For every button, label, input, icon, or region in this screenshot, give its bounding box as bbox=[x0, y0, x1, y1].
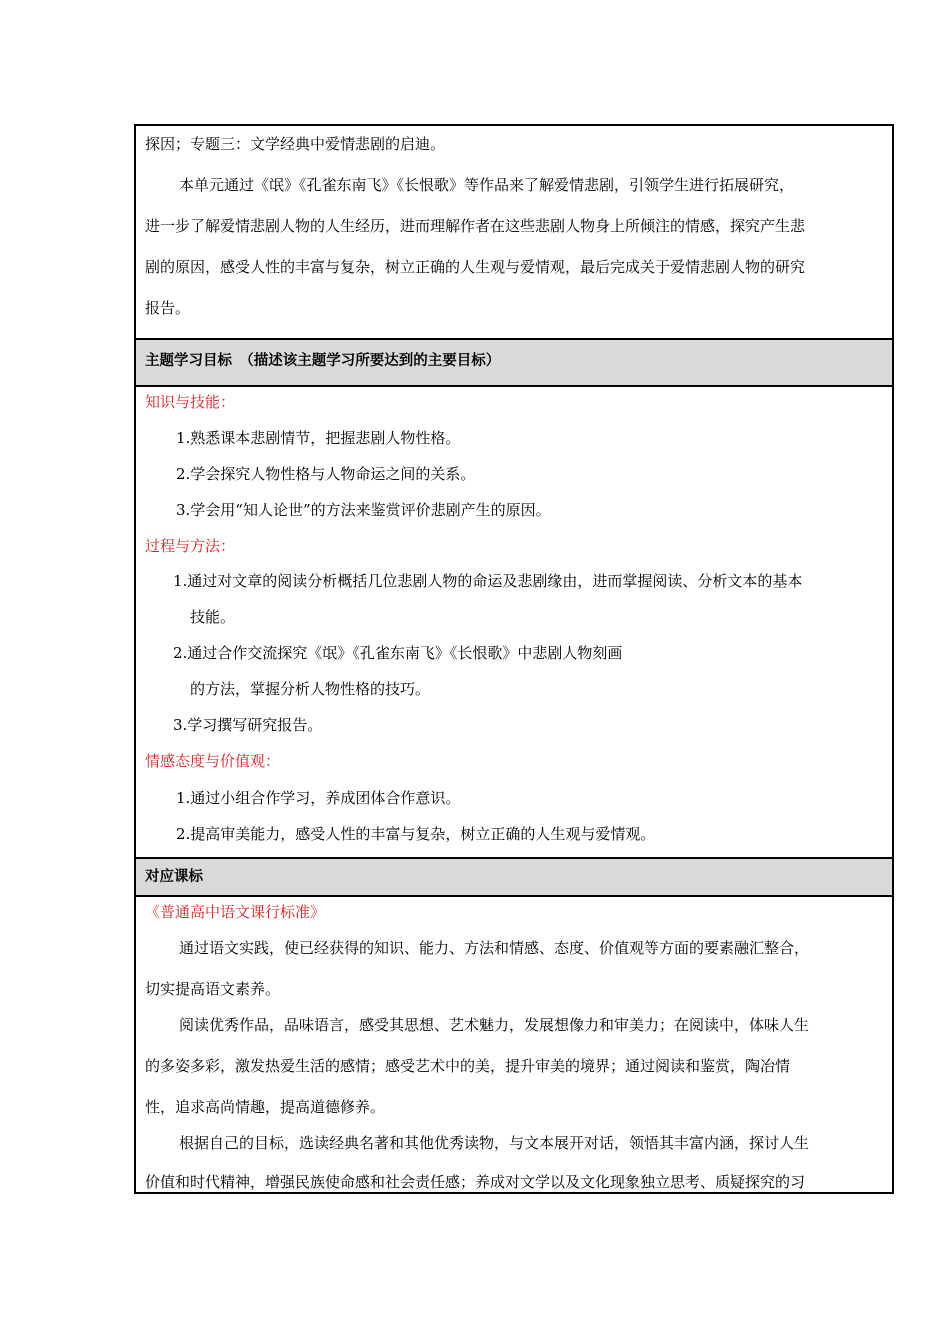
standards-line: 阅读优秀作品，品味语言，感受其思想、艺术魅力，发展想像力和审美力；在阅读中，体味人生 bbox=[179, 1016, 810, 1034]
standards-line: 性，追求高尚情趣，提高道德修养。 bbox=[145, 1098, 386, 1116]
goals-header-text: 主题学习目标 （描述该主题学习所要达到的主要目标） bbox=[145, 353, 501, 369]
intro-first-line: 探因；专题三：文学经典中爱情悲剧的启迪。 bbox=[145, 135, 446, 153]
knowledge-item: 2.学会探究人物性格与人物命运之间的关系。 bbox=[176, 465, 476, 483]
goals-section-header bbox=[136, 338, 892, 387]
document-table bbox=[134, 124, 894, 1194]
standards-title: 《普通高中语文课行标准》 bbox=[145, 903, 326, 921]
process-item: 2.通过合作交流探究《氓》《孔雀东南飞》《长恨歌》中悲剧人物刻画 bbox=[173, 644, 623, 662]
standards-line: 切实提高语文素养。 bbox=[145, 980, 281, 998]
standards-line: 根据自己的目标，选读经典名著和其他优秀读物，与文本展开对话，领悟其丰富内涵，探讨人生 bbox=[179, 1134, 810, 1152]
emotion-values-heading: 情感态度与价值观： bbox=[145, 752, 281, 770]
process-item: 1.通过对文章的阅读分析概括几位悲剧人物的命运及悲剧缘由，进而掌握阅读、分析文本的基本 bbox=[173, 572, 803, 590]
standards-section-header bbox=[136, 857, 892, 897]
process-item: 技能。 bbox=[190, 608, 236, 626]
knowledge-skills-heading: 知识与技能： bbox=[145, 393, 236, 411]
intro-paragraph-line: 进一步了解爱情悲剧人物的人生经历，进而理解作者在这些悲剧人物身上所倾注的情感，探究产生悲 bbox=[145, 217, 806, 235]
process-item: 的方法，掌握分析人物性格的技巧。 bbox=[190, 680, 431, 698]
standards-line: 价值和时代精神，增强民族使命感和社会责任感；养成对文学以及文化现象独立思考、质疑探究的习 bbox=[145, 1173, 806, 1191]
process-methods-heading: 过程与方法： bbox=[145, 537, 236, 555]
intro-paragraph-line: 本单元通过《氓》《孔雀东南飞》《长恨歌》等作品来了解爱情悲剧，引领学生进行拓展研究， bbox=[179, 176, 795, 194]
emotion-item: 1.通过小组合作学习，养成团体合作意识。 bbox=[176, 789, 461, 807]
knowledge-item: 1.熟悉课本悲剧情节，把握悲剧人物性格。 bbox=[176, 429, 461, 447]
process-item: 3.学习撰写研究报告。 bbox=[173, 716, 323, 734]
intro-paragraph-line: 剧的原因，感受人性的丰富与复杂，树立正确的人生观与爱情观，最后完成关于爱情悲剧人物的研究 bbox=[145, 258, 806, 276]
standards-line: 通过语文实践，使已经获得的知识、能力、方法和情感、态度、价值观等方面的要素融汇整合， bbox=[179, 939, 810, 957]
standards-header-text: 对应课标 bbox=[145, 869, 203, 885]
knowledge-item: 3.学会用“知人论世”的方法来鉴赏评价悲剧产生的原因。 bbox=[176, 501, 551, 519]
intro-paragraph-line: 报告。 bbox=[145, 299, 191, 317]
emotion-item: 2.提高审美能力，感受人性的丰富与复杂，树立正确的人生观与爱情观。 bbox=[176, 825, 656, 843]
standards-line: 的多姿多彩，激发热爱生活的感情；感受艺术中的美，提升审美的境界；通过阅读和鉴赏，陶冶情 bbox=[145, 1057, 791, 1075]
